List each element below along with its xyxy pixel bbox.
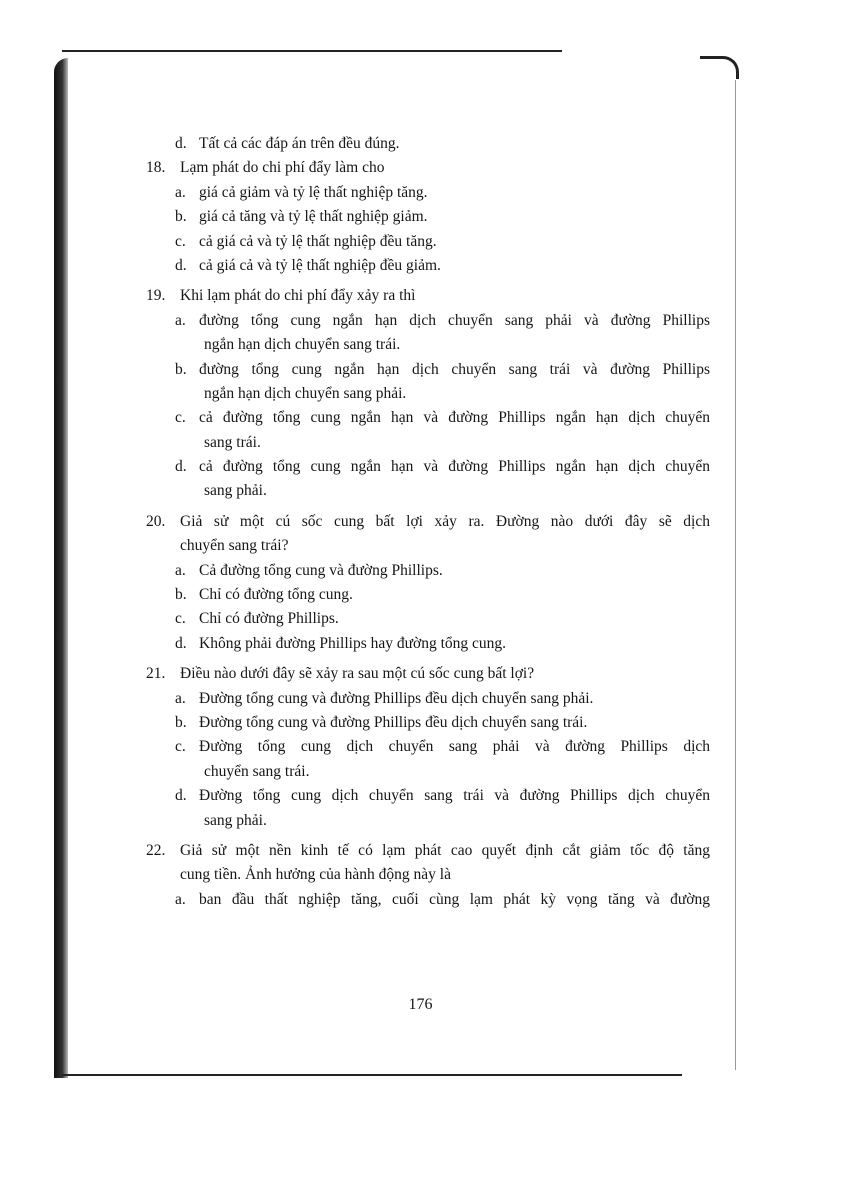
line-text: ban đầu thất nghiệp tăng, cuối cùng lạm phát kỳ vọng tăng và đường — [199, 890, 710, 908]
line-text: Đường tổng cung dịch chuyển sang phải và đường Phillips dịch — [199, 738, 710, 756]
answer-option — [146, 607, 710, 631]
line-text: cả đường tổng cung ngắn hạn và đường Phillips ngắn hạn dịch chuyển — [199, 409, 710, 427]
option-letter: c. — [175, 232, 186, 250]
answer-option — [146, 309, 710, 333]
line-text: ngắn hạn dịch chuyển sang phải. — [204, 384, 407, 402]
answer-option — [146, 583, 710, 607]
option-letter: b. — [175, 586, 187, 604]
line-text: Cả đường tổng cung và đường Phillips. — [199, 561, 443, 579]
answer-option — [146, 687, 710, 711]
continuation-line — [146, 431, 710, 455]
question-number: 22. — [146, 841, 166, 859]
question-line — [146, 662, 710, 686]
answer-option — [146, 735, 710, 759]
answer-option — [146, 181, 710, 205]
line-text: sang phải. — [204, 811, 267, 829]
line-text: Chỉ có đường Phillips. — [199, 610, 339, 628]
continuation-line — [146, 479, 710, 503]
question-number: 21. — [146, 665, 166, 683]
page-number: 176 — [408, 996, 433, 1013]
page-body — [146, 132, 710, 912]
continuation-line — [146, 809, 710, 833]
answer-option — [146, 455, 710, 479]
line-text: Khi lạm phát do chi phí đẩy xảy ra thì — [180, 287, 416, 305]
line-text: giá cả tăng và tỷ lệ thất nghiệp giảm. — [199, 208, 428, 226]
line-text: chuyển sang trái. — [204, 762, 310, 780]
option-letter: c. — [175, 610, 186, 628]
question-line — [146, 839, 710, 863]
option-letter: b. — [175, 360, 187, 378]
answer-option — [146, 254, 710, 278]
option-letter: d. — [175, 787, 187, 805]
line-text: ngắn hạn dịch chuyển sang trái. — [204, 336, 401, 354]
scan-top-border — [62, 50, 562, 52]
option-letter: b. — [175, 713, 187, 731]
answer-option — [146, 230, 710, 254]
line-text: đường tổng cung ngắn hạn dịch chuyển sang trái và đường Phillips — [199, 360, 710, 378]
question-line — [146, 156, 710, 180]
option-letter: d. — [175, 256, 187, 274]
question-number: 18. — [146, 159, 166, 177]
line-text: Đường tổng cung và đường Phillips đều dịch chuyển sang trái. — [199, 713, 588, 731]
question-number: 20. — [146, 512, 166, 530]
answer-option — [146, 358, 710, 382]
option-letter: c. — [175, 409, 186, 427]
continuation-line — [146, 382, 710, 406]
line-text: cả giá cả và tỷ lệ thất nghiệp đều giảm. — [199, 256, 441, 274]
answer-option — [146, 205, 710, 229]
line-text: Không phải đường Phillips hay đường tổng cung. — [199, 634, 507, 652]
option-letter: d. — [175, 135, 187, 152]
answer-option — [146, 711, 710, 735]
option-letter: a. — [175, 689, 186, 707]
answer-option — [146, 406, 710, 430]
continuation-line — [146, 760, 710, 784]
option-letter: a. — [175, 890, 186, 908]
continuation-line — [146, 863, 710, 887]
question-number: 19. — [146, 287, 166, 305]
answer-option — [146, 632, 710, 656]
line-text: Tất cả các đáp án trên đều đúng. — [199, 135, 400, 152]
line-text: cả giá cả và tỷ lệ thất nghiệp đều tăng. — [199, 232, 437, 250]
line-text: Đường tổng cung dịch chuyển sang trái và đường Phillips dịch chuyển — [199, 787, 710, 805]
continuation-line — [146, 534, 710, 558]
option-letter: a. — [175, 311, 186, 329]
option-letter: d. — [175, 634, 187, 652]
option-letter: a. — [175, 183, 186, 201]
line-text: Đường tổng cung và đường Phillips đều dịch chuyển sang phải. — [199, 689, 594, 707]
line-text: Điều nào dưới đây sẽ xảy ra sau một cú sốc cung bất lợi? — [180, 665, 535, 683]
scan-right-border — [735, 80, 736, 1070]
option-letter: d. — [175, 458, 187, 476]
line-text: sang trái. — [204, 433, 261, 451]
option-letter: b. — [175, 208, 187, 226]
question-line — [146, 284, 710, 308]
option-letter: c. — [175, 738, 186, 756]
line-text: Giả sử một cú sốc cung bất lợi xảy ra. Đường nào dưới đây sẽ dịch — [180, 512, 710, 530]
line-text: cung tiền. Ảnh hưởng của hành động này là — [180, 866, 451, 884]
line-text: chuyển sang trái? — [180, 537, 289, 555]
scan-binding-edge — [54, 58, 68, 1078]
question-line — [146, 510, 710, 534]
option-letter: a. — [175, 561, 186, 579]
line-text: cả đường tổng cung ngắn hạn và đường Phillips ngắn hạn dịch chuyển — [199, 458, 710, 476]
answer-option — [146, 132, 710, 156]
line-text: sang phải. — [204, 482, 267, 500]
line-text: Giả sử một nền kinh tế có lạm phát cao quyết định cắt giảm tốc độ tăng — [180, 841, 710, 859]
answer-option — [146, 559, 710, 583]
line-text: đường tổng cung ngắn hạn dịch chuyển sang phải và đường Phillips — [199, 311, 710, 329]
answer-option — [146, 784, 710, 808]
answer-option — [146, 888, 710, 912]
line-text: Chỉ có đường tổng cung. — [199, 586, 353, 604]
line-text: giá cả giảm và tỷ lệ thất nghiệp tăng. — [199, 183, 428, 201]
scan-right-corner — [700, 56, 739, 79]
scan-bottom-border — [62, 1074, 682, 1076]
continuation-line — [146, 333, 710, 357]
line-text: Lạm phát do chi phí đẩy làm cho — [180, 159, 385, 177]
